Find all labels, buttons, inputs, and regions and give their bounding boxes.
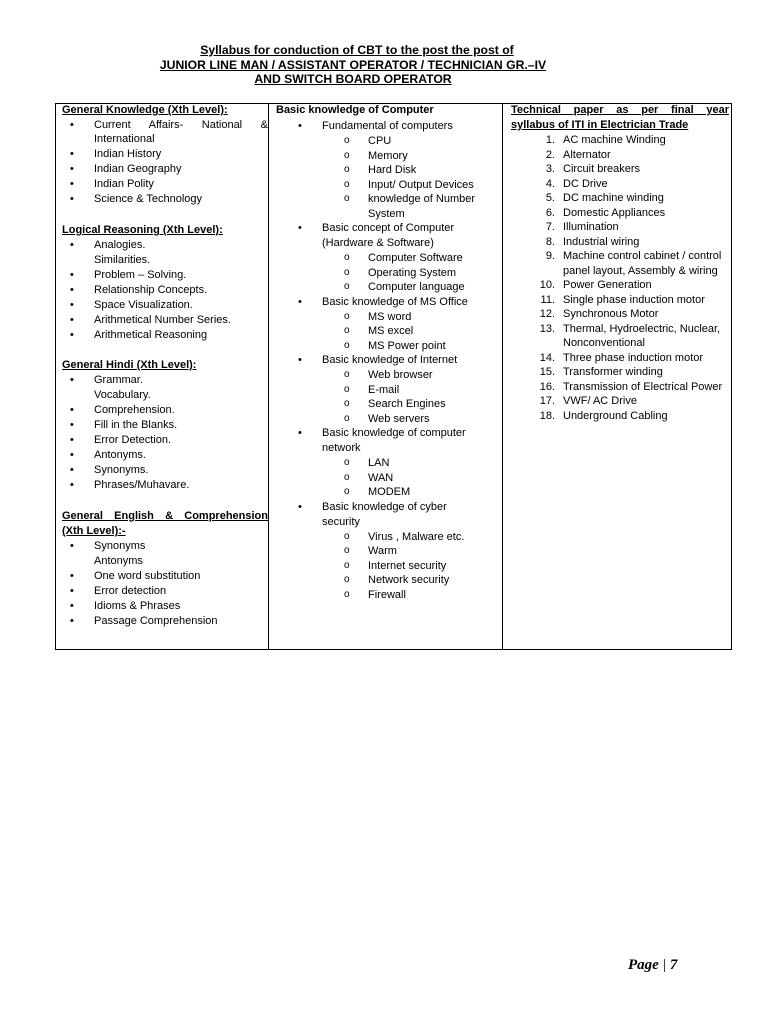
computer-heading: Basic knowledge of Computer (276, 104, 434, 116)
list-item: • Indian History (62, 147, 268, 162)
sub-list (322, 251, 501, 295)
sub-item: o Input/ Output Devices (322, 178, 501, 193)
list-item: Vocabulary. (94, 389, 151, 401)
list-item: • Idioms & Phrases (62, 599, 268, 614)
sub-item: o Internet security (322, 559, 501, 574)
sub-item: o Virus , Malware etc. (322, 530, 501, 545)
hindi-list (62, 373, 268, 493)
sub-item: o WAN (322, 471, 501, 486)
sub-item: o Warm (322, 544, 501, 559)
english-heading: General English & Comprehension (Xth Level):- (62, 510, 268, 537)
list-item: 5. DC machine winding (545, 192, 664, 204)
hindi-heading: General Hindi (Xth Level): (62, 359, 197, 371)
list-item: • Error Detection. (62, 433, 268, 448)
list-item: 6. Domestic Appliances (545, 206, 666, 219)
list-item: • Phrases/Muhavare. (62, 478, 268, 493)
sub-item: o Network security (322, 573, 501, 588)
page-num: 7 (669, 957, 678, 973)
sub-item: o Hard Disk (322, 163, 501, 178)
english-list (62, 539, 268, 629)
list-item: 11. Single phase induction motor (540, 293, 705, 306)
list-item: • One word substitution (62, 569, 268, 584)
sub-item: o knowledge of Number (322, 192, 501, 207)
gk-list (62, 118, 268, 207)
sub-list (322, 310, 501, 354)
sub-item: o Firewall (322, 588, 501, 603)
title-line-1: Syllabus for conduction of CBT to the post the post of (200, 43, 514, 57)
list-item: • Error detection (62, 584, 268, 599)
sub-item: o Web browser (322, 368, 501, 383)
document-title (0, 43, 706, 87)
list-item: • Space Visualization. (62, 298, 268, 313)
list-item: • Grammar. (62, 373, 268, 388)
list-item: 15. Transformer winding (539, 366, 663, 378)
list-item: 16. Transmission of Electrical Power (539, 380, 723, 393)
list-item: 2. Alternator (545, 148, 611, 161)
lr-list (62, 238, 268, 343)
sub-item: o Computer language (322, 280, 501, 295)
list-item: • Current Affairs- National & (62, 118, 268, 133)
list-item: • Basic concept of Computer (Hardware & Software) o Computer Software o Operating System o Computer language (276, 221, 501, 295)
list-item: • Comprehension. (62, 403, 268, 418)
list-item: • Synonyms (62, 539, 268, 554)
sub-item: o Memory (322, 149, 501, 164)
list-item: • Basic knowledge of cyber security o Virus , Malware etc. o Warm o Internet security o Network security o Firewall (276, 500, 501, 603)
page-word: Page (628, 957, 659, 973)
sub-list (322, 368, 501, 426)
title-line-2: JUNIOR LINE MAN / ASSISTANT OPERATOR / TECHNICIAN GR.–IV (159, 57, 547, 72)
sub-list (322, 530, 501, 603)
list-item: International (94, 133, 155, 145)
list-item: Antonyms (94, 555, 143, 567)
sub-list (322, 134, 501, 221)
list-item: • Passage Comprehension (62, 614, 268, 629)
sub-item: o Web servers (322, 412, 501, 427)
sub-item: o LAN (322, 456, 501, 471)
list-item: 9. Machine control cabinet / control panel layout, Assembly & wiring (545, 250, 722, 277)
page-number: Page | 7 (628, 957, 678, 973)
list-item: 13. Thermal, Hydroelectric, Nuclear, Nonconventional (539, 322, 721, 349)
list-item: • Basic knowledge of computer network o LAN o WAN o MODEM (276, 426, 501, 500)
sub-item: System (368, 207, 405, 220)
sub-item: o MS excel (322, 324, 501, 339)
list-item: 1. AC machine Winding (545, 134, 666, 146)
list-item: • Indian Geography (62, 162, 268, 177)
sub-item: o Search Engines (322, 397, 501, 412)
list-item: • Antonyms. (62, 448, 268, 463)
list-item: 10. Power Generation (539, 279, 652, 291)
list-item: 4. DC Drive (545, 177, 608, 190)
sub-item: o MS Power point (322, 339, 501, 354)
list-item: 8. Industrial wiring (545, 235, 640, 248)
sub-list (322, 456, 501, 500)
list-item: 12. Synchronous Motor (539, 308, 659, 320)
list-item: Similarities. (94, 254, 151, 266)
column-computer (268, 103, 504, 649)
list-item: • Science & Technology (62, 192, 268, 207)
list-item: 7. Illumination (545, 221, 619, 233)
sub-item: o Computer Software (322, 251, 501, 266)
column-technical (502, 103, 732, 649)
table-bottom-border (55, 649, 732, 650)
sub-item: o Operating System (322, 266, 501, 281)
sub-item: o MODEM (322, 485, 501, 500)
column-general (55, 103, 269, 649)
technical-list (511, 133, 729, 423)
list-item: • Basic knowledge of Internet o Web browser o E-mail o Search Engines o Web servers (276, 353, 501, 426)
lr-heading: Logical Reasoning (Xth Level): (62, 224, 223, 236)
sub-item: o MS word (322, 310, 501, 325)
list-item: • Analogies. (62, 238, 268, 253)
computer-list (276, 119, 501, 602)
list-item: • Relationship Concepts. (62, 283, 268, 298)
list-item: • Indian Polity (62, 177, 268, 192)
list-item: 17. VWF/ AC Drive (539, 395, 637, 407)
sub-item: o E-mail (322, 383, 501, 398)
gk-heading: General Knowledge (Xth Level): (62, 104, 228, 116)
list-item: • Arithmetical Number Series. (62, 313, 268, 328)
list-item: • Synonyms. (62, 463, 268, 478)
title-line-3: AND SWITCH BOARD OPERATOR (254, 72, 452, 86)
list-item: • Fundamental of computers o CPU o Memory o Hard Disk o Input/ Output Devices o knowledge of Number System (276, 119, 501, 221)
list-item: • Fill in the Blanks. (62, 418, 268, 433)
list-item: • Problem – Solving. (62, 268, 268, 283)
list-item: 14. Three phase induction motor (539, 351, 704, 364)
list-item: • Arithmetical Reasoning (62, 328, 268, 343)
list-item: 18. Underground Cabling (539, 409, 668, 422)
list-item: • Basic knowledge of MS Office o MS word o MS excel o MS Power point (276, 295, 501, 354)
sub-item: o CPU (322, 134, 501, 149)
technical-heading: Technical paper as per final year syllabus of ITI in Electrician Trade (511, 104, 729, 131)
list-item: 3. Circuit breakers (545, 163, 641, 175)
